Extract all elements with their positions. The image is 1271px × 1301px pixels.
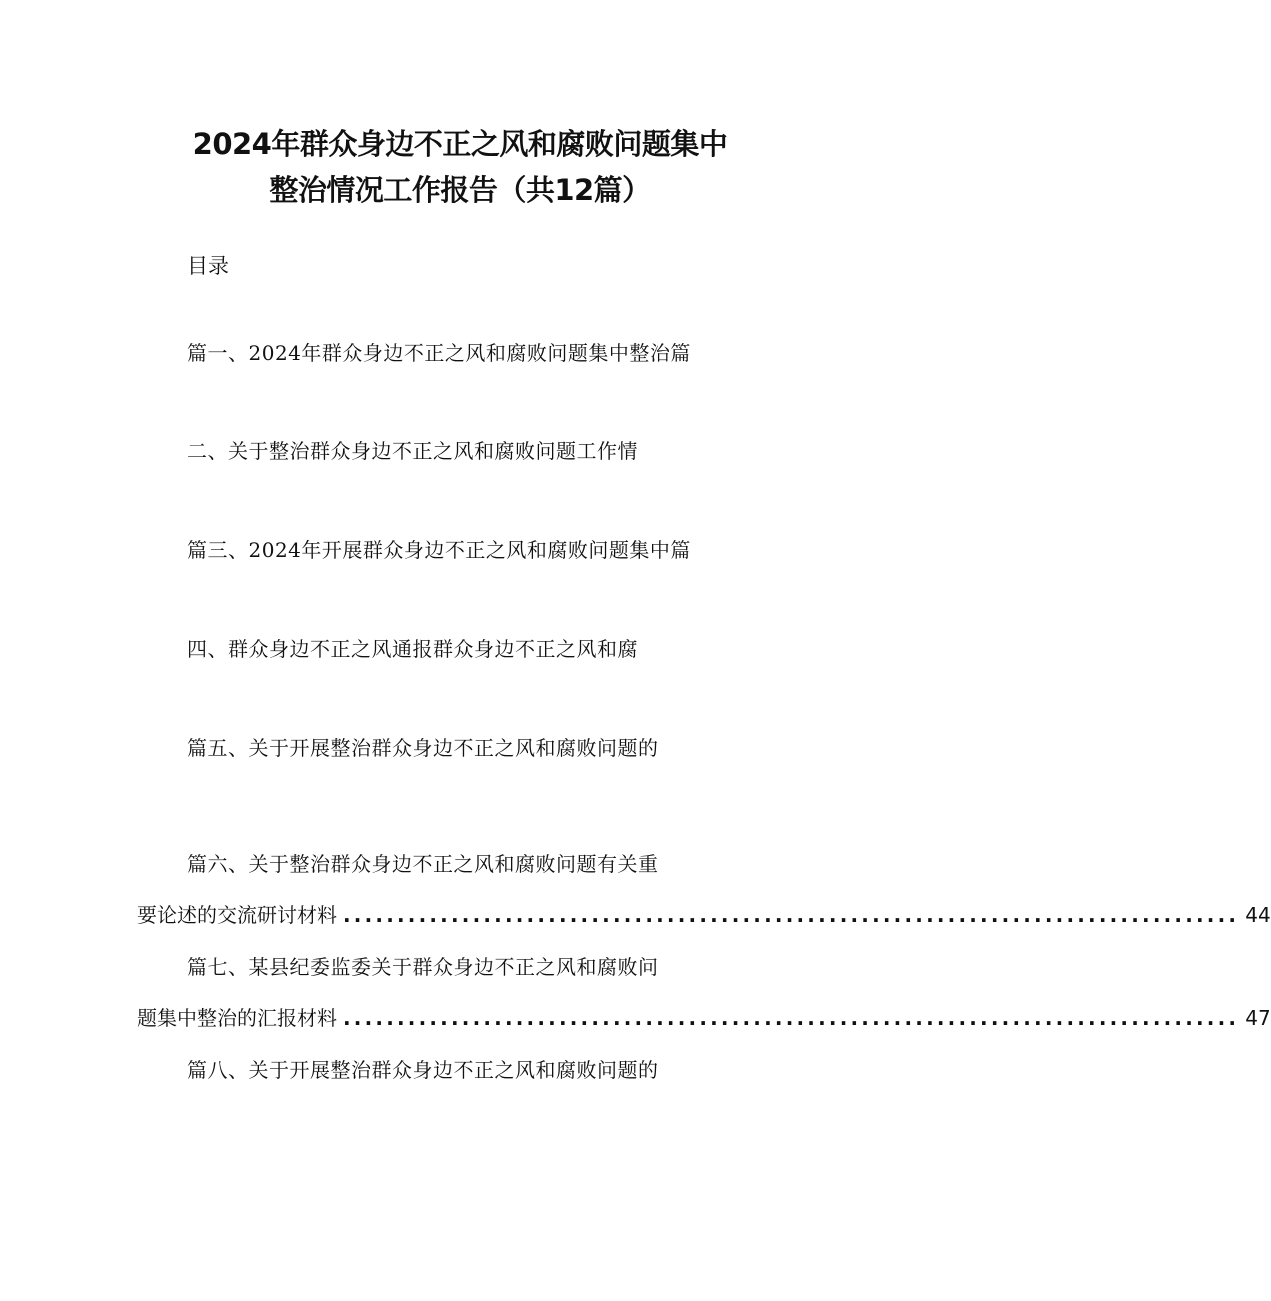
toc-entry-8[interactable]: 篇八、关于开展整治群众身边不正之风和腐败问题的 — [187, 1058, 659, 1082]
dot-leader: ................................................................................... — [343, 1006, 1240, 1030]
toc-heading: 目录 — [187, 254, 229, 278]
document-title-line-2: 整治情况工作报告（共12篇） — [269, 173, 651, 207]
toc-entry-4[interactable]: 四、群众身边不正之风通报群众身边不正之风和腐 — [187, 637, 638, 661]
dot-leader: ................................................................................... — [343, 903, 1240, 927]
toc-entry-6-continuation-text: 要论述的交流研讨材料 — [137, 903, 337, 927]
toc-entry-6-continuation[interactable] — [137, 899, 1271, 931]
toc-entry-7-continuation[interactable] — [137, 1002, 1271, 1034]
toc-entry-7-continuation-text: 题集中整治的汇报材料 — [137, 1006, 337, 1030]
document-title-line-1: 2024年群众身边不正之风和腐败问题集中 — [192, 127, 728, 161]
toc-entry-7-page-number: 47 — [1245, 1006, 1271, 1030]
toc-entry-2[interactable]: 二、关于整治群众身边不正之风和腐败问题工作情 — [187, 439, 638, 463]
toc-entry-7[interactable]: 篇七、某县纪委监委关于群众身边不正之风和腐败问 — [187, 955, 659, 979]
toc-entry-3[interactable]: 篇三、2024年开展群众身边不正之风和腐败问题集中篇 — [187, 538, 691, 562]
toc-entry-1[interactable]: 篇一、2024年群众身边不正之风和腐败问题集中整治篇 — [187, 341, 691, 365]
toc-entry-5[interactable]: 篇五、关于开展整治群众身边不正之风和腐败问题的 — [187, 736, 659, 760]
toc-entry-6-page-number: 44 — [1245, 903, 1271, 927]
toc-entry-6[interactable]: 篇六、关于整治群众身边不正之风和腐败问题有关重 — [187, 852, 659, 876]
